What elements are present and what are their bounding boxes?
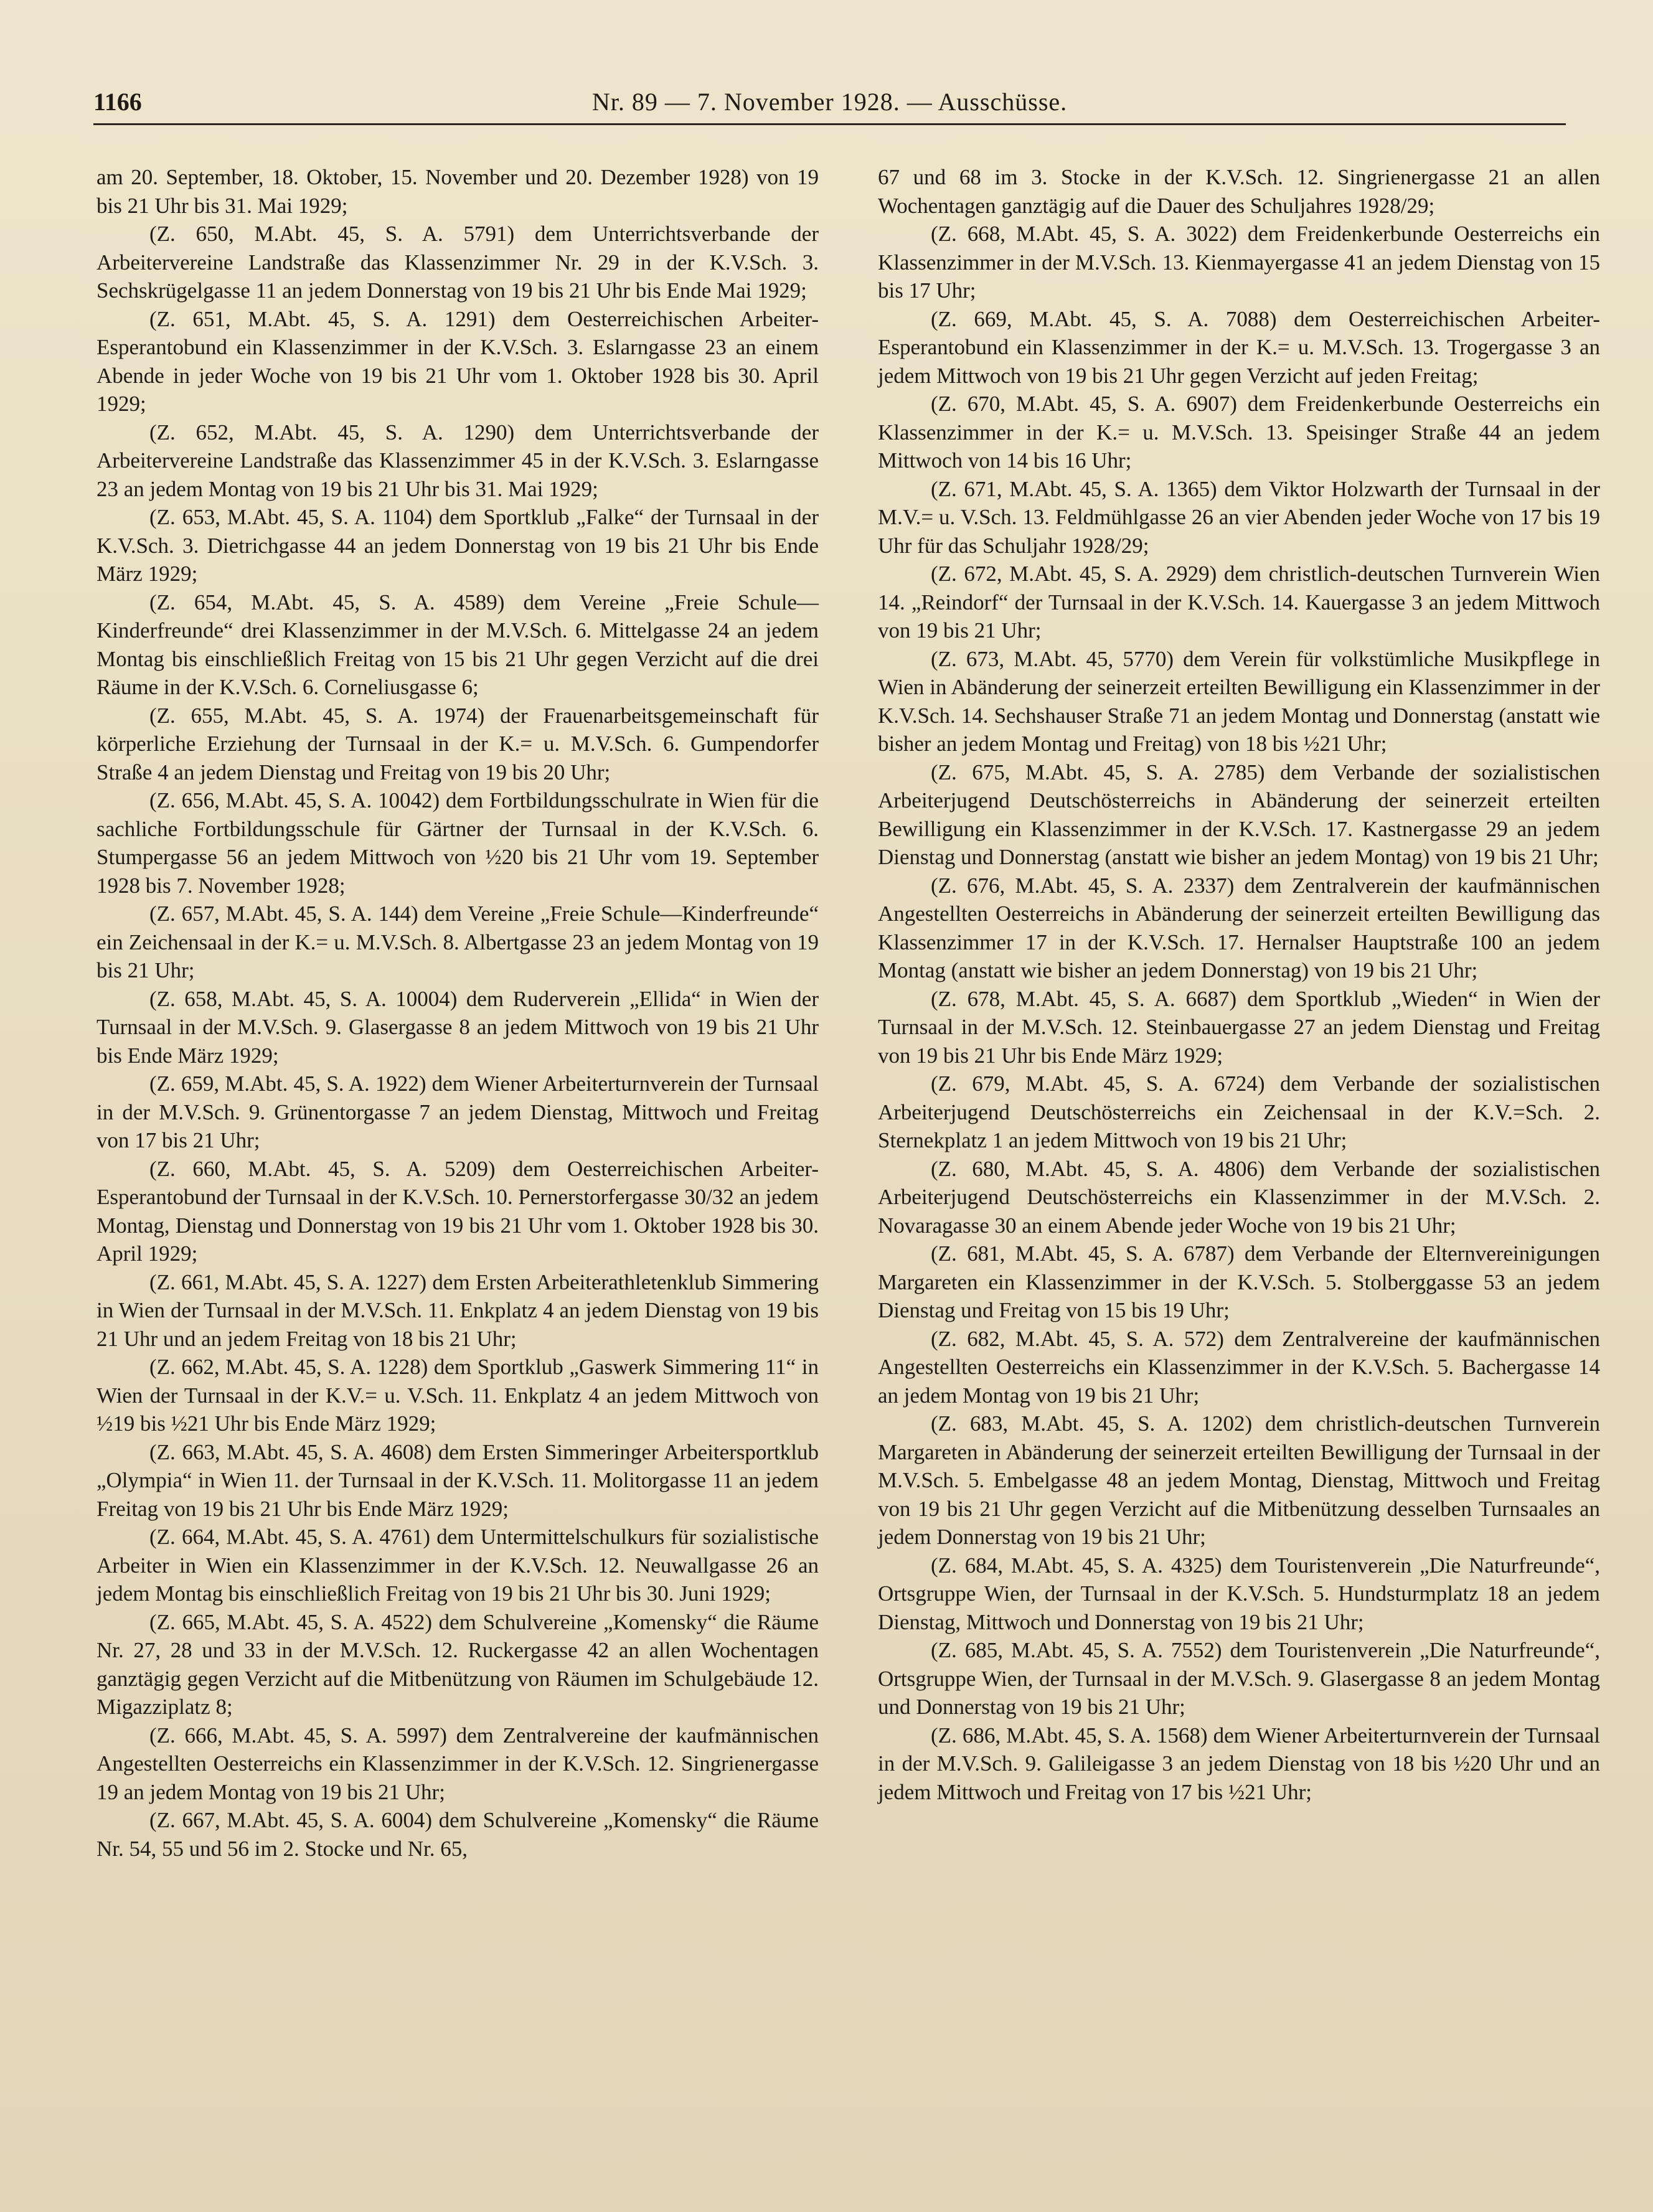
paragraph-entry: (Z. 653, M.Abt. 45, S. A. 1104) dem Sportklub „Falke“ der Turnsaal in der K.V.Sch. 3. Dietrichgasse 44 an jedem Donnerstag von 19 bis 21 Uhr bis Ende März 1929; <box>97 505 819 586</box>
paragraph-entry: (Z. 670, M.Abt. 45, S. A. 6907) dem Freidenkerbunde Oesterreichs ein Klassenzimmer in der K.= u. M.V.Sch. 13. Speisinger Straße 44 an jedem Mittwoch von 14 bis 16 Uhr; <box>878 392 1600 473</box>
paragraph-entry: (Z. 659, M.Abt. 45, S. A. 1922) dem Wiener Arbeiterturnverein der Turnsaal in der M.V.Sch. 9. Grünentorgasse 7 an jedem Dienstag, Mittwoch und Freitag von 17 bis 21 Uhr; <box>97 1071 819 1152</box>
paragraph-entry: (Z. 665, M.Abt. 45, S. A. 4522) dem Schulvereine „Komensky“ die Räume Nr. 27, 28 und 33 in der M.V.Sch. 12. Ruckergasse 42 an allen Wochentagen ganztägig gegen Verzicht auf die Mitbenützung von Räumen im Schulgebäude 12. Migazziplatz 8; <box>97 1609 819 1719</box>
paragraph-entry: (Z. 682, M.Abt. 45, S. A. 572) dem Zentralvereine der kaufmännischen Angestellten Oesterreichs ein Klassenzimmer in der K.V.Sch. 5. Bachergasse 14 an jedem Montag von 19 bis 21 Uhr; <box>878 1326 1600 1408</box>
paragraph-entry: (Z. 656, M.Abt. 45, S. A. 10042) dem Fortbildungsschulrate in Wien für die sachliche Fortbildungsschule für Gärtner der Turnsaal in der K.V.Sch. 6. Stumpergasse 56 an jedem Mittwoch von ½20 bis 21 Uhr vom 19. September 1928 bis 7. November 1928; <box>97 788 819 898</box>
paragraph-entry: (Z. 683, M.Abt. 45, S. A. 1202) dem christlich-deutschen Turnverein Margareten in Abänderung der seinerzeit erteilten Bewilligung der Turnsaal in der M.V.Sch. 5. Embelgasse 48 an jedem Montag, Dienstag, Mittwoch und Freitag von 19 bis 21 Uhr gegen Verzicht auf die Mitbenützung desselben Turnsaales an jedem Donnerstag von 19 bis 21 Uhr; <box>878 1411 1600 1549</box>
paragraph-entry: (Z. 657, M.Abt. 45, S. A. 144) dem Vereine „Freie Schule—Kinderfreunde“ ein Zeichensaal in der K.= u. M.V.Sch. 8. Albertgasse 23 an jedem Montag von 19 bis 21 Uhr; <box>97 901 819 982</box>
paragraph-entry: (Z. 662, M.Abt. 45, S. A. 1228) dem Sportklub „Gaswerk Simmering 11“ in Wien der Turnsaal in der K.V.= u. V.Sch. 11. Enkplatz 4 an jedem Mittwoch von ½19 bis ½21 Uhr bis Ende März 1929; <box>97 1355 819 1436</box>
paragraph-entry: (Z. 655, M.Abt. 45, S. A. 1974) der Frauenarbeitsgemeinschaft für körperliche Erziehung der Turnsaal in der K.= u. M.V.Sch. 6. Gumpendorfer Straße 4 an jedem Dienstag und Freitag von 19 bis 20 Uhr; <box>97 703 819 784</box>
paragraph-entry: (Z. 684, M.Abt. 45, S. A. 4325) dem Touristenverein „Die Naturfreunde“, Ortsgruppe Wien, der Turnsaal in der K.V.Sch. 5. Hundsturmplatz 18 an jedem Dienstag, Mittwoch und Donnerstag von 19 bis 21 Uhr; <box>878 1553 1600 1634</box>
paragraph-entry: (Z. 667, M.Abt. 45, S. A. 6004) dem Schulvereine „Komensky“ die Räume Nr. 54, 55 und 56 im 2. Stocke und Nr. 65, <box>97 1808 819 1861</box>
paragraph-entry: (Z. 671, M.Abt. 45, S. A. 1365) dem Viktor Holzwarth der Turnsaal in der M.V.= u. V.Sch. 13. Feldmühlgasse 26 an vier Abenden jeder Woche von 17 bis 19 Uhr für das Schuljahr 1928/29; <box>878 476 1600 558</box>
paragraph-entry: (Z. 658, M.Abt. 45, S. A. 10004) dem Ruderverein „Ellida“ in Wien der Turnsaal in der M.V.Sch. 9. Glasergasse 8 an jedem Mittwoch von 19 bis 21 Uhr bis Ende März 1929; <box>97 986 819 1068</box>
paragraph-entry: (Z. 672, M.Abt. 45, S. A. 2929) dem christlich-deutschen Turnverein Wien 14. „Reindorf“ der Turnsaal in der K.V.Sch. 14. Kauergasse 3 an jedem Mittwoch von 19 bis 21 Uhr; <box>878 562 1600 642</box>
paragraph-entry: (Z. 685, M.Abt. 45, S. A. 7552) dem Touristenverein „Die Naturfreunde“, Ortsgruppe Wien, der Turnsaal in der M.V.Sch. 9. Glasergasse 8 an jedem Montag und Donnerstag von 19 bis 21 Uhr; <box>878 1638 1600 1719</box>
running-title: Nr. 89 — 7. November 1928. — Ausschüsse. <box>591 88 1068 116</box>
paragraph-entry: (Z. 680, M.Abt. 45, S. A. 4806) dem Verbande der sozialistischen Arbeiterjugend Deutschösterreichs ein Klassenzimmer in der M.V.Sch. 2. Novaragasse 30 an einem Abende jeder Woche von 19 bis 21 Uhr; <box>878 1156 1600 1238</box>
paragraph-entry: (Z. 661, M.Abt. 45, S. A. 1227) dem Ersten Arbeiterathletenklub Simmering in Wien der Turnsaal in der M.V.Sch. 11. Enkplatz 4 an jedem Dienstag von 19 bis 21 Uhr und an jedem Freitag von 18 bis 21 Uhr; <box>97 1269 819 1351</box>
paragraph-entry: am 20. September, 18. Oktober, 15. November und 20. Dezember 1928) von 19 bis 21 Uhr bis 31. Mai 1929; <box>97 165 819 218</box>
paragraph-entry: (Z. 650, M.Abt. 45, S. A. 5791) dem Unterrichtsverbande der Arbeitervereine Landstraße das Klassenzimmer Nr. 29 in der K.V.Sch. 3. Sechskrügelgasse 11 an jedem Donnerstag von 19 bis 21 Uhr bis Ende Mai 1929; <box>97 222 819 303</box>
paragraph-entry: (Z. 673, M.Abt. 45, 5770) dem Verein für volkstümliche Musikpflege in Wien in Abänderung der seinerzeit erteilten Bewilligung ein Klassenzimmer in der K.V.Sch. 14. Sechshauser Straße 71 an jedem Montag und Donnerstag (anstatt wie bisher an jedem Montag und Freitag) von 18 bis ½21 Uhr; <box>878 646 1600 756</box>
page-number: 1166 <box>93 88 142 116</box>
paragraph-entry: (Z. 651, M.Abt. 45, S. A. 1291) dem Oesterreichischen Arbeiter-Esperantobund ein Klassenzimmer in der K.V.Sch. 3. Eslarngasse 23 an einem Abende in jeder Woche von 19 bis 21 Uhr vom 1. Oktober 1928 bis 30. April 1929; <box>97 306 819 416</box>
paragraph-entry: (Z. 686, M.Abt. 45, S. A. 1568) dem Wiener Arbeiterturnverein der Turnsaal in der M.V.Sch. 9. Galileigasse 3 an jedem Dienstag von 18 bis ½20 Uhr und an jedem Mittwoch und Freitag von 17 bis ½21 Uhr; <box>878 1723 1600 1804</box>
running-head <box>93 73 1566 125</box>
paragraph-entry: (Z. 666, M.Abt. 45, S. A. 5997) dem Zentralvereine der kaufmännischen Angestellten Oesterreichs ein Klassenzimmer in der K.V.Sch. 12. Singrienergasse 19 an jedem Montag von 19 bis 21 Uhr; <box>97 1723 819 1804</box>
right-column <box>878 163 1600 1806</box>
left-column <box>97 163 819 1863</box>
paragraph-entry: (Z. 681, M.Abt. 45, S. A. 6787) dem Verbande der Elternvereinigungen Margareten ein Klassenzimmer in der K.V.Sch. 5. Stolberggasse 53 an jedem Dienstag und Freitag von 15 bis 19 Uhr; <box>878 1241 1600 1322</box>
paragraph-entry: (Z. 679, M.Abt. 45, S. A. 6724) dem Verbande der sozialistischen Arbeiterjugend Deutschösterreichs ein Zeichensaal in der K.V.=Sch. 2. Sternekplatz 1 an jedem Mittwoch von 19 bis 21 Uhr; <box>878 1071 1600 1152</box>
paragraph-entry: (Z. 652, M.Abt. 45, S. A. 1290) dem Unterrichtsverbande der Arbeitervereine Landstraße das Klassenzimmer 45 in der K.V.Sch. 3. Eslarngasse 23 an jedem Montag von 19 bis 21 Uhr bis 31. Mai 1929; <box>97 420 819 501</box>
paragraph-entry: (Z. 669, M.Abt. 45, S. A. 7088) dem Oesterreichischen Arbeiter-Esperantobund ein Klassenzimmer in der K.= u. M.V.Sch. 13. Trogergasse 3 an jedem Mittwoch von 19 bis 21 Uhr gegen Verzicht auf jeden Freitag; <box>878 306 1600 388</box>
paragraph-entry: (Z. 660, M.Abt. 45, S. A. 5209) dem Oesterreichischen Arbeiter-Esperantobund der Turnsaal in der K.V.Sch. 10. Pernerstorfergasse 30/32 an jedem Montag, Dienstag und Donnerstag von 19 bis 21 Uhr vom 1. Oktober 1928 bis 30. April 1929; <box>97 1156 819 1266</box>
paragraph-entry: (Z. 678, M.Abt. 45, S. A. 6687) dem Sportklub „Wieden“ in Wien der Turnsaal in der M.V.Sch. 12. Steinbauergasse 27 an jedem Dienstag und Freitag von 19 bis 21 Uhr bis Ende März 1929; <box>878 986 1600 1068</box>
paragraph-entry: (Z. 664, M.Abt. 45, S. A. 4761) dem Untermittelschulkurs für sozialistische Arbeiter in Wien ein Klassenzimmer in der K.V.Sch. 12. Neuwallgasse 26 an jedem Montag bis einschließlich Freitag von 19 bis 21 Uhr bis 30. Juni 1929; <box>97 1525 819 1606</box>
paragraph-entry: (Z. 675, M.Abt. 45, S. A. 2785) dem Verbande der sozialistischen Arbeiterjugend Deutschösterreichs in Abänderung der seinerzeit erteilten Bewilligung ein Klassenzimmer in der K.V.Sch. 17. Kastnergasse 29 an jedem Dienstag und Donnerstag (anstatt wie bisher an jedem Montag) von 19 bis 21 Uhr; <box>878 760 1600 869</box>
paragraph-entry: (Z. 668, M.Abt. 45, S. A. 3022) dem Freidenkerbunde Oesterreichs ein Klassenzimmer in der M.V.Sch. 13. Kienmayergasse 41 an jedem Dienstag von 15 bis 17 Uhr; <box>878 222 1600 303</box>
paragraph-entry: (Z. 654, M.Abt. 45, S. A. 4589) dem Vereine „Freie Schule—Kinderfreunde“ drei Klassenzimmer in der M.V.Sch. 6. Mittelgasse 24 an jedem Montag bis einschließlich Freitag von 15 bis 21 Uhr gegen Verzicht auf die drei Räume in der K.V.Sch. 6. Corneliusgasse 6; <box>97 590 819 699</box>
paragraph-entry: (Z. 663, M.Abt. 45, S. A. 4608) dem Ersten Simmeringer Arbeitersportklub „Olympia“ in Wien 11. der Turnsaal in der K.V.Sch. 11. Molitorgasse 11 an jedem Freitag von 19 bis 21 Uhr bis Ende März 1929; <box>97 1439 819 1521</box>
paragraph-entry: 67 und 68 im 3. Stocke in der K.V.Sch. 12. Singrienergasse 21 an allen Wochentagen ganztägig auf die Dauer des Schuljahres 1928/29; <box>878 165 1600 218</box>
paragraph-entry: (Z. 676, M.Abt. 45, S. A. 2337) dem Zentralverein der kaufmännischen Angestellten Oesterreichs in Abänderung der seinerzeit erteilten Bewilligung das Klassenzimmer 17 in der K.V.Sch. 17. Hernalser Hauptstraße 100 an jedem Montag (anstatt wie bisher an jedem Donnerstag) von 19 bis 21 Uhr; <box>878 873 1600 982</box>
